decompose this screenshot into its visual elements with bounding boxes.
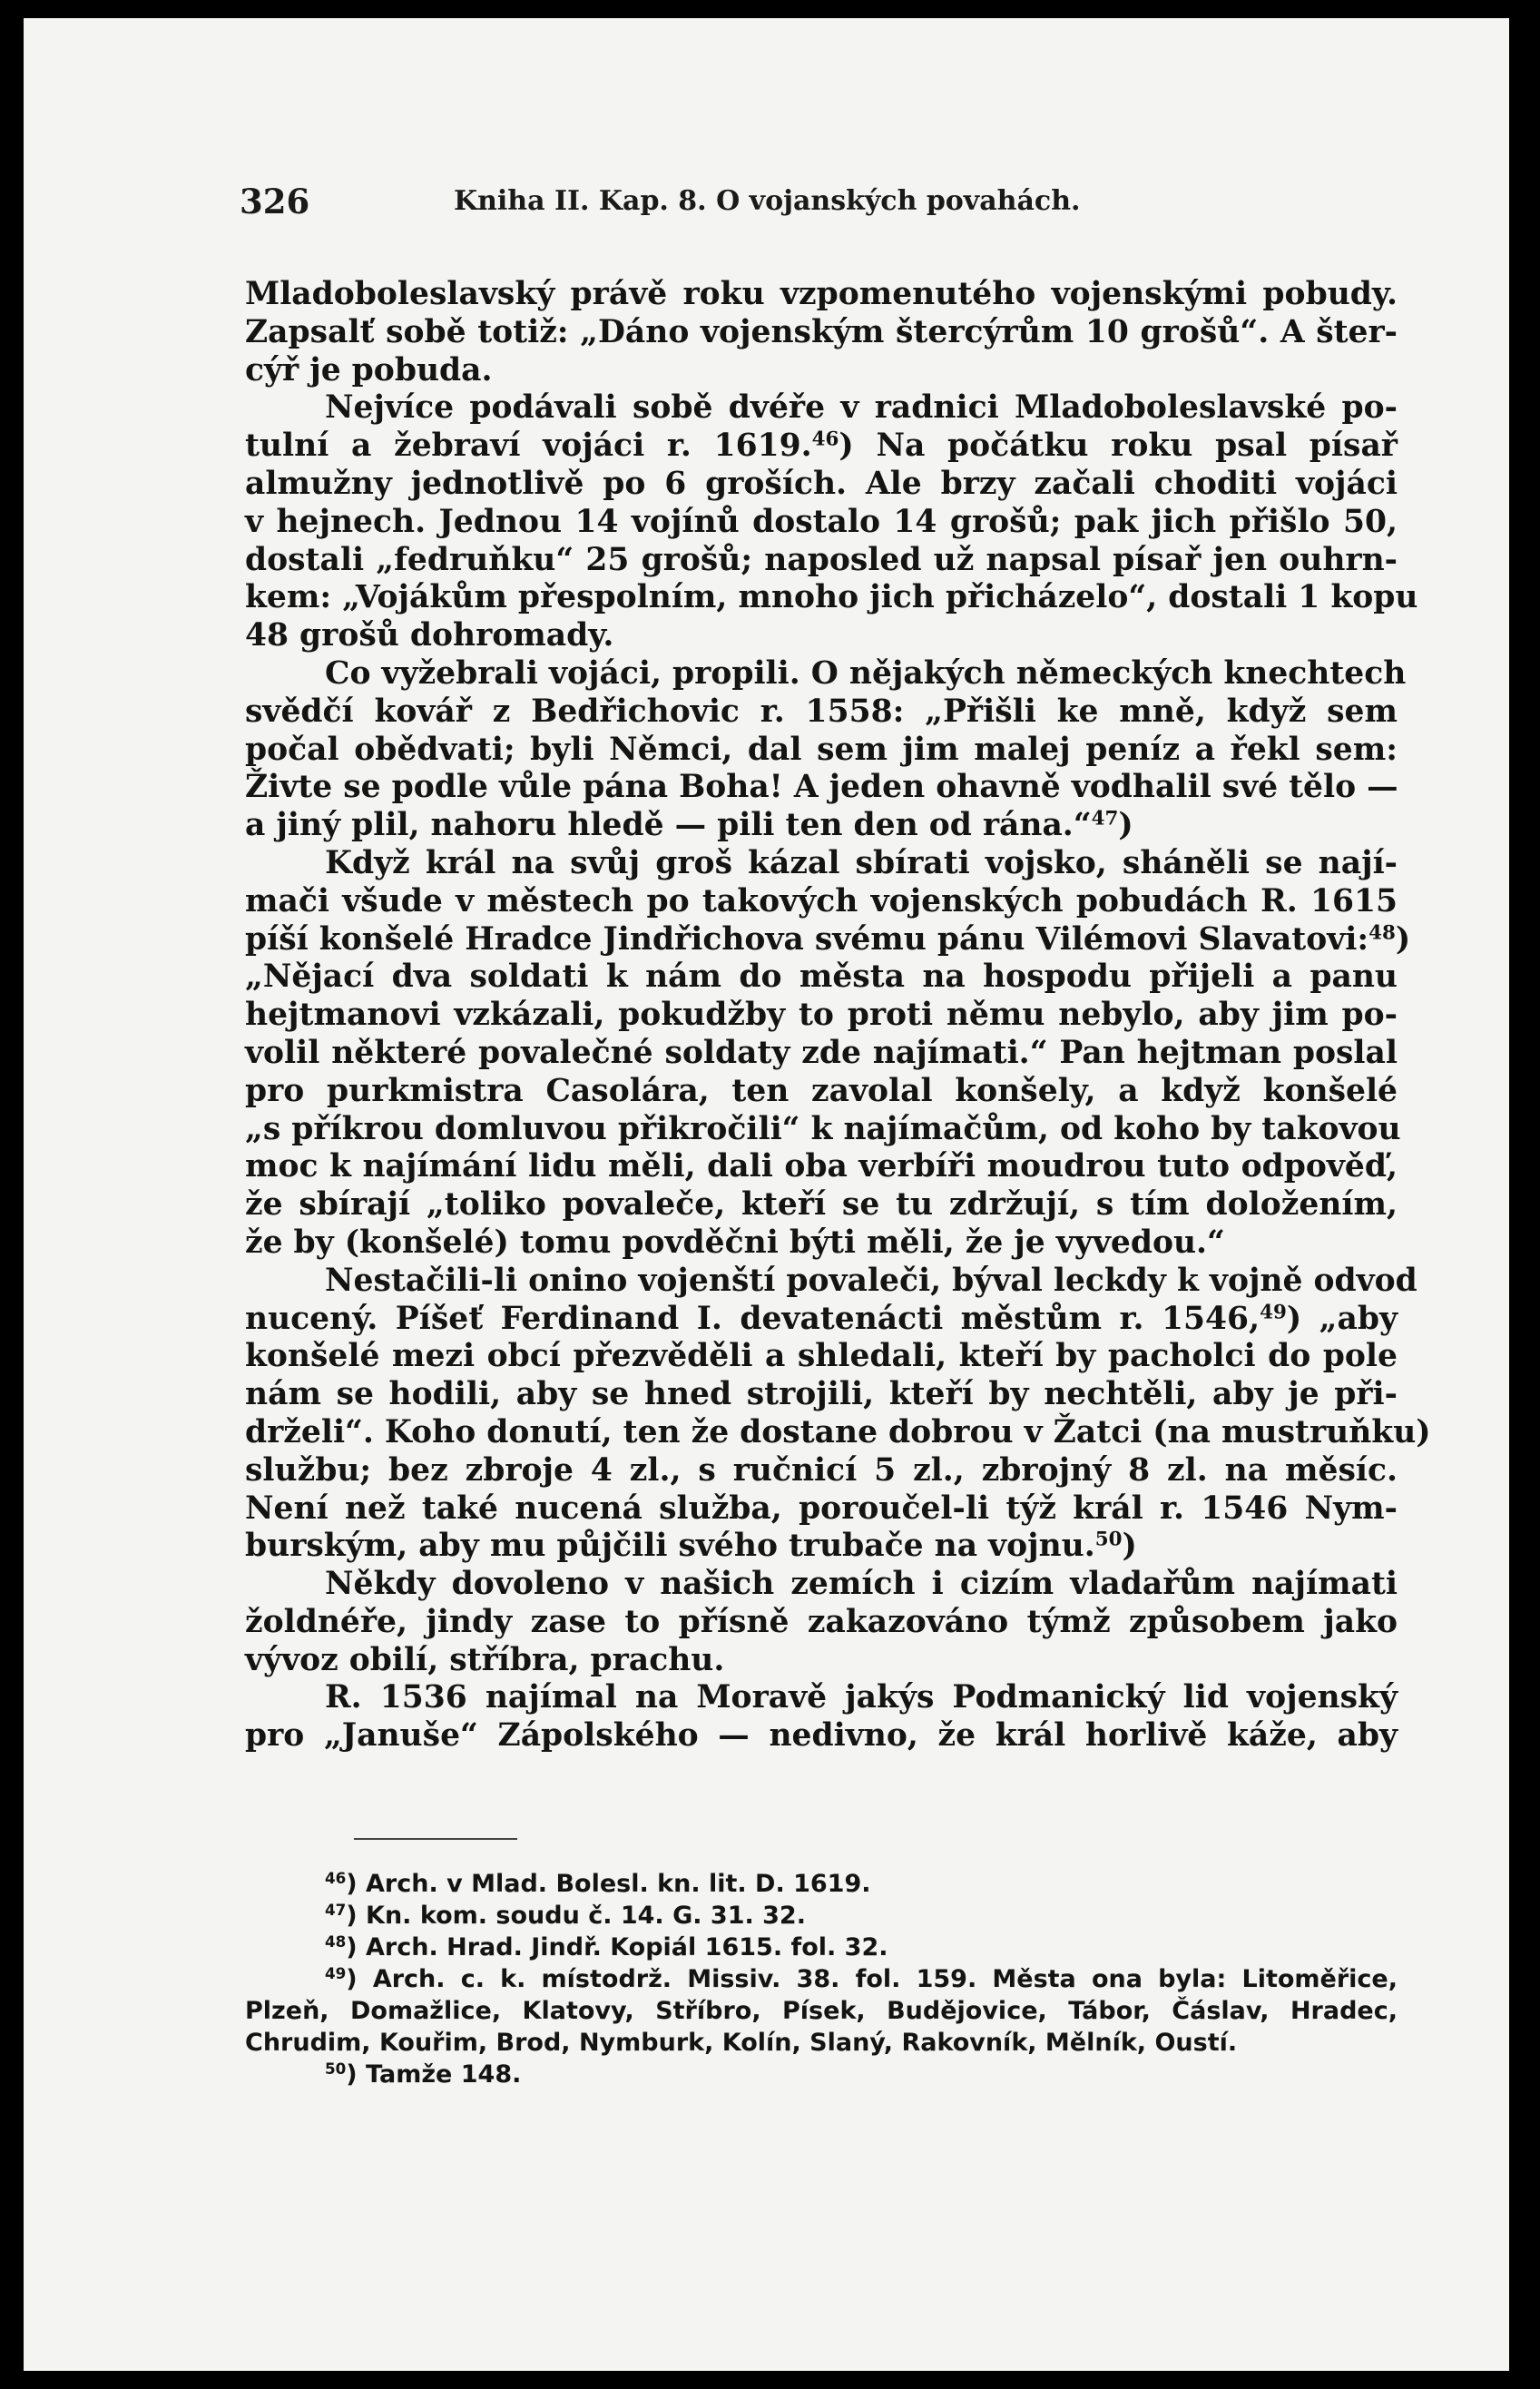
text-line: almužny jednotlivě po 6 groších. Ale brzy začali choditi vojáci <box>245 465 1398 502</box>
text-line: Když král na svůj groš kázal sbírati vojsko, sháněli se nají- <box>325 844 1398 881</box>
text-line: „Nějací dva soldati k nám do města na hospodu přijeli a panu <box>245 959 1398 996</box>
footnote-marker: 46 <box>811 428 839 451</box>
text-line: že sbírají „toliko povaleče, kteří se tu zdržují, s tím doložením, <box>245 1186 1398 1224</box>
text-line: R. 1536 najímal na Moravě jakýs Podmanický lid vojenský <box>325 1679 1398 1716</box>
text-line: žoldnéře, jindy zase to přísně zakazováno týmž způsobem jako <box>245 1603 1398 1640</box>
footnotes <box>245 1868 1398 2090</box>
footnote-line: Chrudim, Kouřim, Brod, Nymburk, Kolín, Slaný, Rakovník, Mělník, Oustí. <box>245 2029 1238 2057</box>
text-line: tulní a žebraví vojáci r. 1619.46) Na počátku roku psal písař <box>245 428 1398 465</box>
text-line: nám se hodili, aby se hned strojili, kteří by nechtěli, aby je při- <box>245 1376 1398 1413</box>
text-line: nucený. Píšeť Ferdinand I. devatenácti městům r. 1546,49) „aby <box>245 1300 1398 1337</box>
footnote-marker: 49 <box>1260 1300 1287 1323</box>
footnote-line: $^{50}$) Tamže 148. <box>325 2059 522 2089</box>
page-header <box>240 182 1392 232</box>
text-line: Co vyžebrali vojáci, propili. O nějakých německých knechtech <box>325 654 1407 692</box>
footnote-line: Plzeň, Domažlice, Klatovy, Stříbro, Písek, Budějovice, Tábor, Čáslav, Hradec, <box>245 1997 1398 2025</box>
text-line: volil některé povalečné soldaty zde najímati.“ Pan hejtman poslal <box>245 1034 1398 1071</box>
running-title: Kniha II. Kap. 8. O vojanských povahách. <box>454 185 1081 217</box>
text-line: kem: „Vojákům přespolním, mnoho jich přicházelo“, dostali 1 kopu <box>245 579 1418 616</box>
body-text <box>245 276 1431 1755</box>
text-line: 48 grošů dohromady. <box>245 617 614 654</box>
text-line: Mladoboleslavský právě roku vzpomenutého vojenskými pobudy. <box>245 276 1398 312</box>
text-line: Zapsalť sobě totiž: „Dáno vojenským štercýrům 10 grošů“. A šter- <box>245 313 1398 350</box>
text-line: dostali „fedruňku“ 25 grošů; naposled už napsal písař jen ouhrn- <box>245 541 1398 578</box>
text-line: píší konšelé Hradce Jindřichova svému pánu Vilémovi Slavatovi:$^{48}$) <box>245 920 1411 958</box>
text-line: Není než také nucená služba, poroučel-li týž král r. 1546 Nym- <box>245 1489 1398 1527</box>
text-line: vývoz obilí, stříbra, prachu. <box>245 1641 725 1678</box>
text-line: svědčí kovář z Bedřichovic r. 1558: „Přišli ke mně, když sem <box>245 693 1398 730</box>
page-number: 326 <box>240 182 310 221</box>
text-line: počal obědvati; byli Němci, dal sem jim malej peníz a řekl sem: <box>245 731 1398 768</box>
footnote-number: 47 <box>325 1900 347 1919</box>
text-line: pro purkmistra Casolára, ten zavolal konšely, a když konšelé <box>245 1072 1398 1109</box>
text-line: že by (konšelé) tomu povděčni býti měli, že je vyvedou.“ <box>245 1224 1225 1261</box>
text-line: hejtmanovi vzkázali, pokudžby to proti němu nebylo, aby jim po- <box>245 997 1398 1034</box>
text-line: Někdy dovoleno v našich zemích i cizím vladařům najímati <box>325 1566 1398 1603</box>
text-line: Nejvíce podávali sobě dvéře v radnici Mladoboleslavské po- <box>325 389 1398 427</box>
text-line: drželi“. Koho donutí, ten že dostane dobrou v Žatci (na mustruňku) <box>245 1413 1431 1450</box>
text-line: a jiný plil, nahoru hledě — pili ten den od rána.“$^{47}$) <box>245 807 1133 844</box>
footnote-marker: 48 <box>1368 920 1396 944</box>
text-line: v hejnech. Jednou 14 vojínů dostalo 14 grošů; pak jich přišlo 50, <box>245 503 1398 540</box>
text-line: Nestačili-li onino vojenští povaleči, býval leckdy k vojně odvod <box>325 1262 1417 1299</box>
text-line: mači všude v městech po takových vojenských pobudách R. 1615 <box>245 882 1398 919</box>
footnote-line: $^{48}$) Arch. Hrad. Jindř. Kopiál 1615. fol. 32. <box>325 1932 888 1961</box>
text-line: konšelé mezi obcí přezvěděli a shledali, kteří by pacholci do pole <box>245 1338 1398 1375</box>
text-line: Živte se podle vůle pána Boha! A jeden ohavně vodhalil své tělo — <box>245 769 1398 806</box>
text-line: „s příkrou domluvou přikročili“ k najímačům, od koho by takovou <box>245 1110 1401 1147</box>
text-line: službu; bez zbroje 4 zl., s ručnicí 5 zl., zbrojný 8 zl. na měsíc. <box>245 1451 1398 1489</box>
footnote-line: $^{49}$) Arch. c. k. místodrž. Missiv. 38. fol. 159. Města ona byla: Litoměřice, <box>325 1963 1398 1993</box>
text-line: cýř je pobuda. <box>245 351 493 388</box>
text-line: pro „Januše“ Zápolského — nedivno, že král horlivě káže, aby <box>245 1717 1398 1755</box>
text-line: burským, aby mu půjčili svého trubače na vojnu.$^{50}$) <box>245 1528 1137 1565</box>
text-line: moc k najímání lidu měli, dali oba verbíři moudrou tuto odpověď, <box>245 1148 1398 1185</box>
footnote-number: 50 <box>325 2059 347 2078</box>
footnote-marker: 50 <box>1094 1528 1123 1551</box>
footnote-rule <box>354 1838 517 1840</box>
footnote-number: 46 <box>325 1868 347 1887</box>
book-page <box>24 18 1509 2371</box>
footnote-number: 48 <box>325 1932 347 1951</box>
footnote-number: 49 <box>325 1963 347 1982</box>
footnote-line: $^{47}$) Kn. kom. soudu č. 14. G. 31. 32. <box>325 1900 806 1930</box>
footnote-marker: 47 <box>1091 807 1119 831</box>
footnote-line: $^{46}$) Arch. v Mlad. Bolesl. kn. lit. D. 1619. <box>325 1868 871 1898</box>
